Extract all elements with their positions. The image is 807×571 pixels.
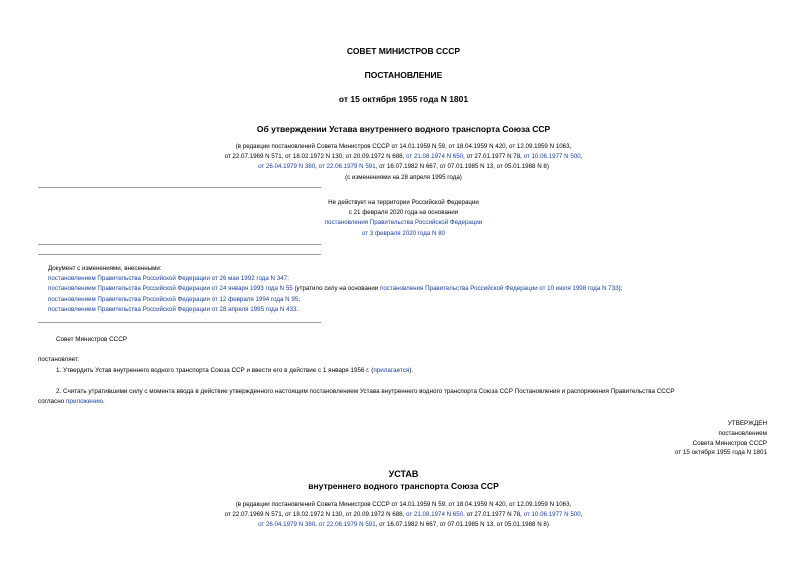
edition-text: от 22.07.1969 N 571, от 18.02.1972 N 130, от 20.09.1972 N 688, <box>224 153 407 161</box>
notice-link-date[interactable]: от 3 февраля 2020 года N 80 <box>361 229 446 237</box>
change-link-repeal[interactable]: постановления Правительства Российской Федерации от 10 июля 1998 года N 733 <box>379 285 619 293</box>
edition-text: от 22.07.1969 N 571, от 18.02.1972 N 130, от 20.09.1972 N 688, <box>224 511 407 519</box>
edition-link-1977[interactable]: от 10.06.1977 N 500 <box>523 511 581 519</box>
approved-line: постановлением <box>718 429 767 437</box>
paragraph-2-line-2 <box>38 398 105 405</box>
edition-link-1974[interactable]: от 21.08.1974 N 650 <box>406 511 464 519</box>
change-tail: ); <box>618 285 623 293</box>
resolves-label: постановляет: <box>38 356 80 363</box>
edition-line-1: (в редакции постановлений Совета Министров СССР от 14.01.1959 N 59, от 18.04.1959 N 420, от 12.09.1959 N 1063, <box>235 143 572 150</box>
edition-link-1979-591[interactable]: от 22.06.1979 N 591 <box>318 521 376 529</box>
change-tail: (утратило силу на основании <box>292 285 380 293</box>
edition-link-1979-380[interactable]: от 26.04.1979 N 380 <box>258 521 316 529</box>
edition-link-1979-591[interactable]: от 22.06.1979 N 591 <box>318 163 376 171</box>
charter-edition-block <box>0 500 807 531</box>
edition-block <box>0 142 807 183</box>
change-item <box>48 305 622 315</box>
divider <box>38 322 321 323</box>
doc-date: от 15 октября 1955 года N 1801 <box>338 94 469 104</box>
edition-text: , от 16.07.1982 N 667, от 07.01.1985 N 13, от 05.01.1988 N 8) <box>375 521 549 529</box>
paragraph-1 <box>56 367 413 374</box>
approved-line: Совета Министров СССР <box>692 439 767 447</box>
notice-line: с 21 февраля 2020 года на основании <box>348 209 459 217</box>
edition-text: , от 27.01.1977 N 78, <box>463 511 524 519</box>
edition-text: , от 27.01.1977 N 78, <box>463 153 524 161</box>
approved-line: УТВЕРЖДЕН <box>727 420 767 427</box>
edition-text: , <box>315 163 319 171</box>
council-name: Совет Министров СССР <box>56 336 127 343</box>
notice-link-resolution[interactable]: постановления Правительства Российской Федерации <box>324 219 483 227</box>
appendix-link[interactable]: прилагается <box>373 367 410 374</box>
paragraph-text: ). <box>409 367 414 374</box>
paragraph-text: 1. Утвердить Устав внутреннего водного транспорта Союза ССР и ввести его в действие с 1 января 1956 г. ( <box>56 367 374 374</box>
annex-link[interactable]: приложению <box>65 398 103 405</box>
doc-title: Об утверждении Устава внутреннего водного транспорта Союза ССР <box>256 124 551 134</box>
validity-notice <box>0 198 807 239</box>
doc-type: ПОСТАНОВЛЕНИЕ <box>364 70 443 80</box>
change-tail: ; <box>287 275 289 283</box>
paragraph-text: . <box>102 398 105 405</box>
edition-link-1977[interactable]: от 10.06.1977 N 500 <box>523 153 581 161</box>
org-title: СОВЕТ МИНИСТРОВ СССР <box>346 46 461 56</box>
edition-link-1974[interactable]: от 21.08.1974 N 650 <box>406 153 464 161</box>
approved-block <box>675 419 767 458</box>
edition-text: , <box>580 153 583 161</box>
edition-line-2 <box>0 152 807 162</box>
changes-heading: Документ с изменениями, внесенными: <box>48 265 162 272</box>
edition-line-1: (в редакции постановлений Совета Министров СССР от 14.01.1959 N 59, от 18.04.1959 N 420, от 12.09.1959 N 1063, <box>235 501 572 508</box>
divider <box>38 187 321 188</box>
change-link[interactable]: постановлением Правительства Российской Федерации от 26 мая 1992 года N 347 <box>48 275 288 283</box>
edition-line-2 <box>0 510 807 520</box>
edition-text: , от 16.07.1982 N 667, от 07.01.1985 N 13, от 05.01.1988 N 8) <box>375 163 549 171</box>
change-tail: ; <box>298 295 300 303</box>
edition-link-1979-380[interactable]: от 26.04.1979 N 380 <box>258 163 316 171</box>
edition-line-3 <box>0 520 807 530</box>
change-item <box>48 274 622 284</box>
edition-line-4: (с изменениями на 28 апреля 1995 года) <box>345 173 462 181</box>
edition-line-3 <box>0 162 807 172</box>
approved-line: от 15 октября 1955 года N 1801 <box>674 449 767 457</box>
change-item <box>48 295 622 305</box>
charter-subtitle: внутреннего водного транспорта Союза ССР <box>308 481 499 491</box>
changes-block <box>48 264 622 315</box>
change-link[interactable]: постановлением Правительства Российской Федерации от 12 февраля 1994 года N 95 <box>48 295 299 303</box>
divider <box>38 244 321 245</box>
change-item <box>48 284 622 294</box>
edition-text: , <box>315 521 319 529</box>
divider <box>38 254 321 255</box>
paragraph-2-line-1: 2. Считать утратившими силу с момента ввода в действие утвержденного настоящим постановлением Устава внутреннего водного транспорта Союза ССР Постановления и распоряжения Правительства СССР <box>56 388 675 395</box>
change-tail: . <box>296 305 299 313</box>
change-link[interactable]: постановлением Правительства Российской Федерации от 28 апреля 1995 года N 433 <box>48 305 297 313</box>
charter-title: УСТАВ <box>388 469 419 479</box>
paragraph-text: согласно <box>38 398 66 405</box>
notice-line: Не действует на территории Российской Федерации <box>328 199 479 206</box>
edition-text: , <box>580 511 583 519</box>
change-link[interactable]: постановлением Правительства Российской Федерации от 24 января 1993 года N 55 <box>48 285 293 293</box>
